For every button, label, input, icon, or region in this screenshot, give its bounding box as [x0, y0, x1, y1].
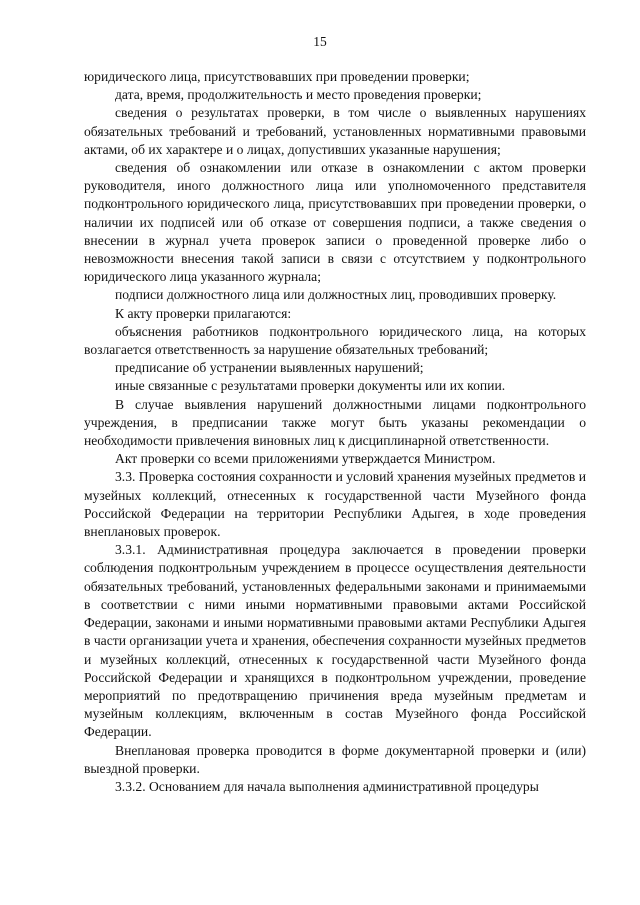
paragraph: 3.3. Проверка состояния сохранности и условий хранения музейных предметов и музейных коллекций, отнесенных к государственной части Музейного фонда Российской Федерации на территории Республики Адыгея, в ходе проведения внеплановых проверок. [84, 469, 587, 540]
paragraph: подписи должностного лица или должностных лиц, проводивших проверку. [115, 287, 557, 303]
paragraph: сведения о результатах проверки, в том числе о выявленных нарушениях обязательных требований и требований, установленных нормативными правовыми актами, об их характере и о лицах, допустивших указанные нарушения; [84, 105, 586, 157]
paragraph: иные связанные с результатами проверки документы или их копии. [115, 378, 506, 394]
paragraph: К акту проверки прилагаются: [115, 305, 292, 321]
paragraph: сведения об ознакомлении или отказе в ознакомлении с актом проверки руководителя, иного должностного лица или уполномоченного представителя подконтрольного юридического лица, присутствовавших при проведении проверки, о наличии их подписей или об отказе от совершения подписи, а также сведения о внесении в журнал учета проверок записи о проведенной проверке либо о невозможности внесения такой записи в связи с отсутствием у подконтрольного юридического лица указанного журнала; [84, 160, 586, 285]
document-body [84, 68, 586, 796]
paragraph: В случае выявления нарушений должностными лицами подконтрольного учреждения, в предписании также могут быть указаны рекомендации о необходимости привлечения виновных лиц к дисциплинарной ответственности. [84, 396, 586, 449]
paragraph: дата, время, продолжительность и место проведения проверки; [115, 87, 482, 103]
paragraph: юридического лица, присутствовавших при проведении проверки; [84, 69, 470, 84]
paragraph: Внеплановая проверка проводится в форме документарной проверки и (или) выездной проверки. [84, 742, 586, 776]
paragraph: 3.3.2. Основанием для начала выполнения административной процедуры [115, 778, 539, 794]
paragraph: объяснения работников подконтрольного юридического лица, на которых возлагается ответственность за нарушение обязательных требований; [84, 323, 586, 358]
paragraph: предписание об устранении выявленных нарушений; [115, 360, 424, 376]
paragraph: Акт проверки со всеми приложениями утверждается Министром. [115, 451, 496, 467]
page-number: 15 [313, 34, 327, 49]
paragraph: 3.3.1. Административная процедура заключается в проведении проверки соблюдения подконтрольным учреждением в процессе осуществления деятельности обязательных требований, установленных федеральными законами и принимаемыми в соответствии с ними иными нормативными правовыми актами Российской Федерации, законами и иными нормативными правовыми актами Республики Адыгея в части организации учета и хранения, обеспечения сохранности музейных предметов и музейных коллекций, отнесенных к государственной части Музейного фонда Российской Федерации и хранящихся в подконтрольном учреждении, проведение мероприятий по предотвращению причинения вреда музейным предметам и музейным коллекциям, включенным в состав Музейного фонда Российской Федерации. [84, 542, 586, 740]
